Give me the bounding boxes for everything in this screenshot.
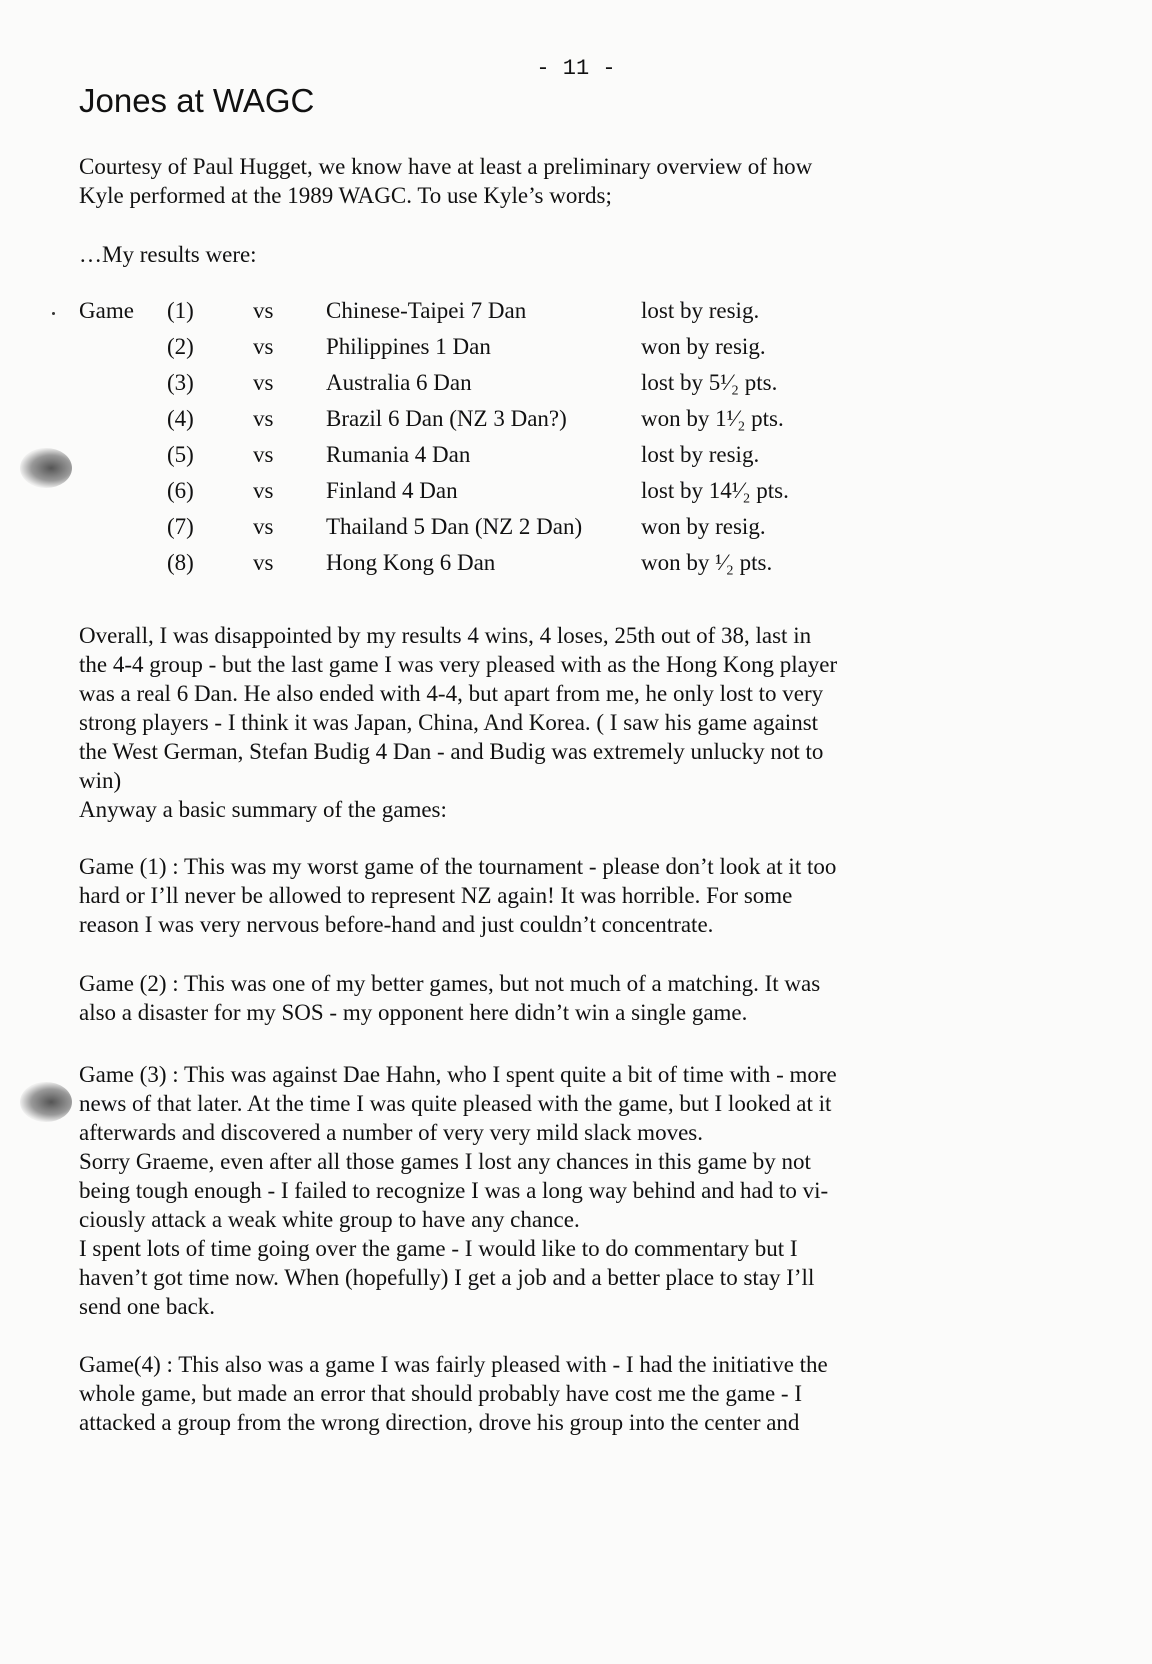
game2-paragraph	[79, 969, 1009, 1027]
text-line: hard or I’ll never be allowed to represent NZ again! It was horrible. For some	[79, 883, 793, 908]
bullet-dot	[52, 312, 55, 315]
text-line: Overall, I was disappointed by my results 4 wins, 4 loses, 25th out of 38, last in	[79, 623, 812, 648]
results-lead: …My results were:	[79, 242, 257, 267]
text-line: Game(4) : This also was a game I was fairly pleased with - I had the initiative the	[79, 1352, 828, 1377]
hole-punch-mark	[20, 448, 72, 488]
text-line: the 4-4 group - but the last game I was very pleased with as the Hong Kong player	[79, 652, 838, 677]
opponent: Hong Kong 6 Dan	[326, 550, 496, 575]
game-number: (7)	[167, 514, 194, 539]
game-result: lost by 5¹⁄₂ pts.	[641, 370, 778, 395]
text-line: attacked a group from the wrong direction, drove his group into the center and	[79, 1410, 800, 1435]
vs-text: vs	[253, 370, 274, 395]
text-line: was a real 6 Dan. He also ended with 4-4, but apart from me, he only lost to very	[79, 681, 824, 706]
game-number: (3)	[167, 370, 194, 395]
vs-text: vs	[253, 514, 274, 539]
text-line: Kyle performed at the 1989 WAGC. To use Kyle’s words;	[79, 183, 612, 208]
overall-paragraph	[79, 621, 1009, 795]
results-label: Game	[79, 298, 134, 323]
game-result: won by ¹⁄₂ pts.	[641, 550, 773, 575]
game-result: lost by resig.	[641, 298, 760, 323]
game3-paragraph	[79, 1060, 1009, 1147]
intro-paragraph	[79, 152, 1009, 210]
sorry-paragraph	[79, 1147, 1009, 1234]
vs-text: vs	[253, 442, 274, 467]
opponent: Australia 6 Dan	[326, 370, 472, 395]
opponent: Chinese-Taipei 7 Dan	[326, 298, 527, 323]
game-number: (6)	[167, 478, 194, 503]
text-line: Courtesy of Paul Hugget, we know have at least a preliminary overview of how	[79, 154, 813, 179]
text-line: I spent lots of time going over the game - I would like to do commentary but I	[79, 1236, 798, 1261]
page-number: - 11 -	[536, 56, 616, 81]
vs-text: vs	[253, 478, 274, 503]
game-result: won by resig.	[641, 334, 766, 359]
text-line: whole game, but made an error that should probably have cost me the game - I	[79, 1381, 802, 1406]
vs-text: vs	[253, 406, 274, 431]
spent-paragraph	[79, 1234, 1009, 1321]
game-number: (1)	[167, 298, 194, 323]
game-result: won by resig.	[641, 514, 766, 539]
game-number: (8)	[167, 550, 194, 575]
text-line: Game (1) : This was my worst game of the tournament - please don’t look at it too	[79, 854, 837, 879]
text-line: ciously attack a weak white group to have any chance.	[79, 1207, 580, 1232]
opponent: Rumania 4 Dan	[326, 442, 471, 467]
opponent: Philippines 1 Dan	[326, 334, 491, 359]
text-line: Sorry Graeme, even after all those games I lost any chances in this game by not	[79, 1149, 811, 1174]
hole-punch-mark	[20, 1082, 72, 1122]
vs-text: vs	[253, 334, 274, 359]
text-line: reason I was very nervous before-hand and just couldn’t concentrate.	[79, 912, 714, 937]
text-line: being tough enough - I failed to recognize I was a long way behind and had to vi-	[79, 1178, 829, 1203]
opponent: Thailand 5 Dan (NZ 2 Dan)	[326, 514, 583, 539]
text-line: haven’t got time now. When (hopefully) I get a job and a better place to stay I’ll	[79, 1265, 815, 1290]
text-line: strong players - I think it was Japan, China, And Korea. ( I saw his game against	[79, 710, 819, 735]
text-line: the West German, Stefan Budig 4 Dan - and Budig was extremely unlucky not to	[79, 739, 824, 764]
opponent: Finland 4 Dan	[326, 478, 458, 503]
text-line: news of that later. At the time I was quite pleased with the game, but I looked at it	[79, 1091, 832, 1116]
game-result: lost by 14¹⁄₂ pts.	[641, 478, 789, 503]
vs-text: vs	[253, 298, 274, 323]
article-title: Jones at WAGC	[79, 82, 315, 119]
text-line: Game (2) : This was one of my better games, but not much of a matching. It was	[79, 971, 821, 996]
text-line: send one back.	[79, 1294, 216, 1319]
game-number: (2)	[167, 334, 194, 359]
vs-text: vs	[253, 550, 274, 575]
game-result: lost by resig.	[641, 442, 760, 467]
game4-paragraph	[79, 1350, 1009, 1437]
text-line: afterwards and discovered a number of very very mild slack moves.	[79, 1120, 703, 1145]
summary-intro: Anyway a basic summary of the games:	[79, 797, 447, 822]
opponent: Brazil 6 Dan (NZ 3 Dan?)	[326, 406, 567, 431]
text-line: Game (3) : This was against Dae Hahn, who I spent quite a bit of time with - more	[79, 1062, 837, 1087]
game1-paragraph	[79, 852, 1009, 939]
game-number: (5)	[167, 442, 194, 467]
text-line: also a disaster for my SOS - my opponent here didn’t win a single game.	[79, 1000, 748, 1025]
game-number: (4)	[167, 406, 194, 431]
game-result: won by 1¹⁄₂ pts.	[641, 406, 784, 431]
text-line: win)	[79, 768, 122, 793]
